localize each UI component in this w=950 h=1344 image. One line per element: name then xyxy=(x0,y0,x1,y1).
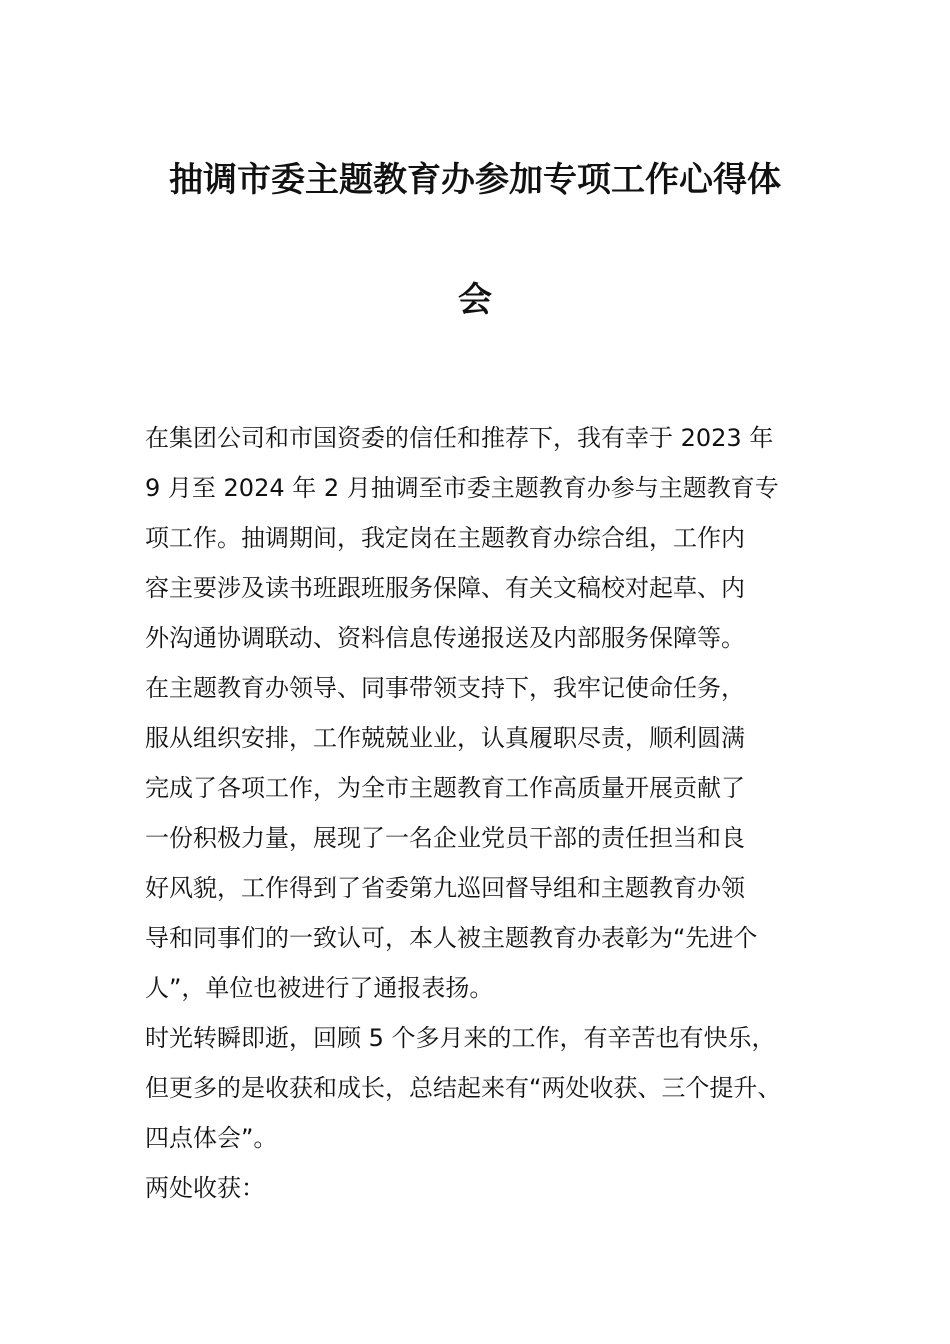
document-title-line-1: 抽调市委主题教育办参加专项工作心得体 xyxy=(169,160,781,200)
text-line: 导和同事们的一致认可，本人被主题教育办表彰为“先进个 xyxy=(145,924,758,952)
text-line: 两处收获： xyxy=(145,1174,265,1202)
text-line: 人”，单位也被进行了通报表扬。 xyxy=(145,974,494,1002)
text-line: 9 月至 2024 年 2 月抽调至市委主题教育办参与主题教育专 xyxy=(145,474,779,502)
text-line: 项工作。抽调期间，我定岗在主题教育办综合组，工作内 xyxy=(145,524,745,552)
paragraph-heading-two-gains xyxy=(145,1163,825,1213)
text-line: 时光转瞬即逝，回顾 5 个多月来的工作，有辛苦也有快乐， xyxy=(145,1024,776,1052)
text-line: 容主要涉及读书班跟班服务保障、有关文稿校对起草、内 xyxy=(145,574,745,602)
body-text xyxy=(145,413,825,1213)
text-line: 一份积极力量，展现了一名企业党员干部的责任担当和良 xyxy=(145,824,745,852)
paragraph-summary xyxy=(145,1013,825,1163)
text-line: 外沟通协调联动、资料信息传递报送及内部服务保障等。 xyxy=(145,624,745,652)
document-title-line-2: 会 xyxy=(458,280,492,320)
text-line: 但更多的是收获和成长，总结起来有“两处收获、三个提升、 xyxy=(145,1074,782,1102)
text-line: 在主题教育办领导、同事带领支持下，我牢记使命任务， xyxy=(145,674,745,702)
text-line: 四点体会”。 xyxy=(145,1124,278,1152)
text-line: 完成了各项工作，为全市主题教育工作高质量开展贡献了 xyxy=(145,774,745,802)
text-line: 服从组织安排，工作兢兢业业，认真履职尽责，顺利圆满 xyxy=(145,724,745,752)
text-line: 在集团公司和市国资委的信任和推荐下，我有幸于 2023 年 xyxy=(145,424,774,452)
text-line: 好风貌，工作得到了省委第九巡回督导组和主题教育办领 xyxy=(145,874,745,902)
paragraph-intro xyxy=(145,413,825,1013)
